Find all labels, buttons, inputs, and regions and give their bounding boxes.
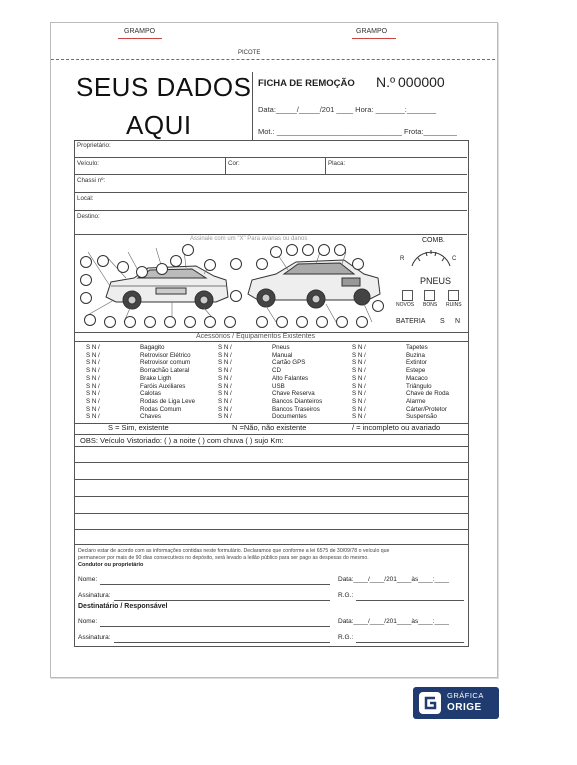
recipient-heading: Destinatário / Responsável (78, 603, 168, 610)
damage-marker[interactable] (124, 316, 136, 328)
damage-marker[interactable] (302, 244, 314, 256)
accessory-list-col3: Tapetes Buzina Extintor Estepe Macaco Triângulo Chave de Roda Alarme Cárter/Protetor Suspensão (406, 344, 449, 421)
accessories-title-rule (74, 341, 469, 342)
obs-line: OBS: Veículo Vistoriado: ( ) a noite ( ) com chuva ( ) sujo Km: (80, 436, 284, 445)
clip-line-right (352, 38, 396, 39)
damage-marker[interactable] (164, 316, 176, 328)
location-label: Local: (77, 195, 94, 202)
accessories-title: Acessórios / Equipamentos Existentes (196, 333, 316, 340)
name2-label: Nome: (78, 618, 98, 625)
damage-instruction: Assinale com um "X" Para avarias ou danos (190, 236, 308, 242)
damage-marker[interactable] (204, 316, 216, 328)
signature1-field[interactable] (114, 599, 330, 601)
accessory-list-col2: Pneus Manual Cartão GPS CD Alto Falantes USB Chave Reserva Bancos Dianteiros Bancos Traseiros Documentes (272, 344, 323, 421)
tire-option-new: NOVOS (396, 302, 415, 308)
form-number: 000000 (398, 74, 445, 90)
damage-marker[interactable] (334, 244, 346, 256)
company-placeholder-line1: SEUS DADOS (76, 72, 252, 102)
fuel-gauge-icon (406, 246, 456, 268)
declaration-line2: permanecer por mais de 90 dias consecutivos no depósito, será levado a leilão público para ser pago as despesas do mesmo. (78, 555, 369, 561)
battery-no[interactable]: N (455, 318, 461, 325)
rg1-field[interactable] (356, 599, 464, 601)
brand-line1: GRÁFICA (447, 691, 484, 700)
clip-label-right: GRAMPO (356, 28, 388, 35)
tire-option-bad: RUINS (446, 302, 462, 308)
destination-row[interactable] (74, 210, 467, 235)
legend-no: N =Não, não existente (232, 423, 307, 432)
damage-marker[interactable] (230, 290, 242, 302)
fuel-reserve-label: R (400, 256, 405, 262)
damage-marker[interactable] (97, 255, 109, 267)
damage-marker[interactable] (230, 258, 242, 270)
perforation-label: PICOTE (238, 50, 261, 56)
damage-marker[interactable] (256, 258, 268, 270)
clip-label-left: GRAMPO (124, 28, 156, 35)
destination-label: Destino: (77, 213, 100, 220)
damage-marker[interactable] (204, 259, 216, 271)
company-placeholder-line2: AQUI (126, 110, 192, 140)
rg2-field[interactable] (356, 641, 464, 643)
tire-option-good: BONS (423, 302, 438, 308)
vehicle-label: Veículo: (77, 160, 100, 167)
clip-line-left (118, 38, 162, 39)
color-label: Cor: (228, 160, 240, 167)
tires-label: PNEUS (420, 276, 452, 286)
damage-marker[interactable] (256, 316, 268, 328)
fuel-full-label: C (452, 256, 457, 262)
name1-field[interactable] (100, 583, 330, 585)
form-number-label: N.º (376, 74, 396, 90)
name1-label: Nome: (78, 576, 98, 583)
damage-marker[interactable] (117, 261, 129, 273)
vehicle-row[interactable] (74, 157, 467, 175)
damage-marker[interactable] (276, 316, 288, 328)
owner-row[interactable] (74, 140, 467, 158)
brand-line2: ORIGE (447, 702, 482, 713)
damage-marker[interactable] (270, 246, 282, 258)
header-divider (252, 72, 253, 140)
accessory-list-col1: Bagagito Retrovisor Elétrico Retrovisor comum Borrachão Lateral Brake Ligth Faróis Auxiliares Calotas Rodas de Liga Leve Rodas Comum Chaves (140, 344, 196, 421)
brand-mark-icon (418, 691, 442, 715)
legend-incomplete: / = incompleto ou avariado (352, 423, 441, 432)
battery-label: BATERIA (396, 318, 426, 325)
accessory-marks-col1[interactable]: S N / S N / S N / S N / S N / S N / S N / S N / S N / S N / (86, 344, 100, 421)
damage-marker[interactable] (286, 244, 298, 256)
damage-marker[interactable] (318, 244, 330, 256)
driver-owner-heading: Condutor ou proprietário (78, 562, 144, 568)
damage-marker[interactable] (356, 316, 368, 328)
damage-marker[interactable] (336, 316, 348, 328)
signature1-label: Assinatura: (78, 592, 111, 599)
damage-marker[interactable] (316, 316, 328, 328)
chassis-row[interactable] (74, 174, 467, 193)
damage-marker[interactable] (80, 274, 92, 286)
date2-field[interactable]: Data:____/____/201____às____:____ (338, 618, 449, 625)
damage-marker[interactable] (170, 255, 182, 267)
rg2-label: R.G.: (338, 634, 354, 641)
driver-fleet-field[interactable]: Mot.: ______________________________ Frota:________ (258, 127, 457, 136)
damage-marker[interactable] (372, 300, 384, 312)
date1-field[interactable]: Data:____/____/201____às____:____ (338, 576, 449, 583)
declaration-line1: Declaro estar de acordo com as informações contidas neste formulário. Declaramos que conforme a lei 6575 de 30/09/78 o veículo que (78, 548, 390, 554)
fuel-label: COMB. (422, 237, 445, 244)
perforation-line (51, 59, 495, 60)
form-title: FICHA DE REMOÇÃO (258, 78, 355, 89)
battery-yes[interactable]: S (440, 318, 445, 325)
damage-marker[interactable] (104, 316, 116, 328)
damage-marker[interactable] (182, 244, 194, 256)
damage-marker[interactable] (224, 316, 236, 328)
tires-new-checkbox[interactable] (402, 290, 413, 301)
damage-marker[interactable] (296, 316, 308, 328)
tires-good-checkbox[interactable] (424, 290, 435, 301)
name2-field[interactable] (100, 625, 330, 627)
damage-marker[interactable] (84, 314, 96, 326)
damage-marker[interactable] (156, 263, 168, 275)
accessory-marks-col3[interactable]: S N / S N / S N / S N / S N / S N / S N / S N / S N / S N / (352, 344, 366, 421)
legend-yes: S = Sim, existente (108, 423, 169, 432)
date-time-field[interactable]: Data:_____/_____/201 ____ Hora: _______:_______ (258, 105, 437, 114)
damage-marker[interactable] (80, 292, 92, 304)
damage-marker[interactable] (184, 316, 196, 328)
brand-logo (413, 687, 499, 719)
plate-label: Placa: (328, 160, 346, 167)
signature2-field[interactable] (114, 641, 330, 643)
chassis-label: Chassi nº: (77, 177, 106, 184)
damage-marker[interactable] (80, 256, 92, 268)
damage-marker[interactable] (352, 258, 364, 270)
damage-marker[interactable] (144, 316, 156, 328)
accessory-marks-col2[interactable]: S N / S N / S N / S N / S N / S N / S N / S N / S N / S N / (218, 344, 232, 421)
owner-label: Proprietário: (77, 142, 111, 149)
signature2-label: Assinatura: (78, 634, 111, 641)
rg1-label: R.G.: (338, 592, 354, 599)
damage-marker[interactable] (136, 266, 148, 278)
tires-bad-checkbox[interactable] (448, 290, 459, 301)
location-row[interactable] (74, 192, 467, 211)
